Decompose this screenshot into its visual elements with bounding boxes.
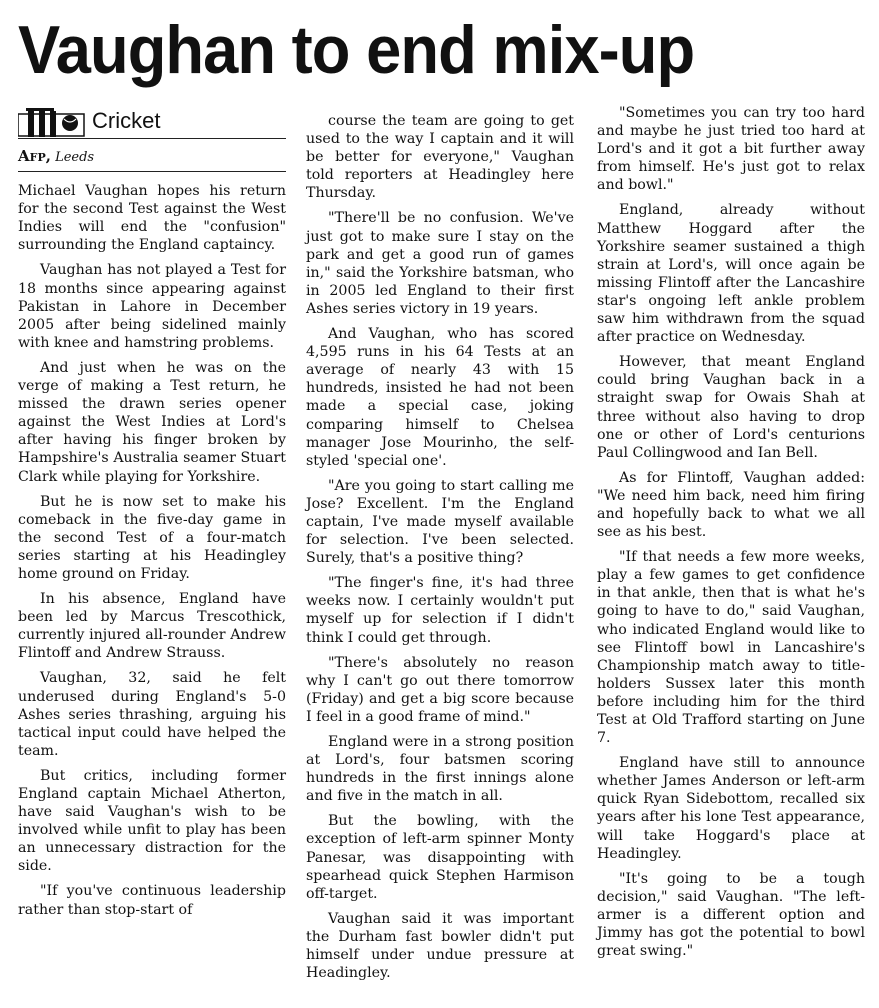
article-paragraph: England were in a strong position at Lord's, four batsmen scoring hundreds in the first innings alone and five in the match in all. xyxy=(306,734,574,805)
article-paragraph: "If that needs a few more weeks, play a few games to get confidence in that ankle, then that is what he's going to have to do," said Vaughan, who indicated England would like to see Flintoff bowl in Lancashire's Championship match away to title-holders Sussex later this month before including him for the third Test at Old Trafford starting on June 7. xyxy=(597,549,865,747)
article-paragraph: Vaughan, 32, said he felt underused during England's 5-0 Ashes series thrashing, arguing his tactical input could have helped the team. xyxy=(18,670,286,759)
article-column-3 xyxy=(597,104,865,967)
section-label: Cricket xyxy=(92,107,161,133)
article-paragraph: In his absence, England have been led by Marcus Trescothick, currently injured all-rounder Andrew Flintoff and Andrew Strauss. xyxy=(18,591,286,662)
byline-location: Leeds xyxy=(55,150,95,165)
article-paragraph: England have still to announce whether James Anderson or left-arm quick Ryan Sidebottom, recalled six years after his lone Test appearance, will take Hoggard's place at Headingley. xyxy=(597,755,865,862)
article-paragraph: England, already without Matthew Hoggard after the Yorkshire seamer sustained a thigh strain at Lord's, will once again be missing Flintoff after the Lancashire star's ongoing left ankle problem saw him withdrawn from the squad after practice on Wednesday. xyxy=(597,202,865,346)
article-paragraph: As for Flintoff, Vaughan added: "We need him back, need him firing and hopefully back to what we all see as his best. xyxy=(597,469,865,541)
article-paragraph: "The finger's fine, it's had three weeks now. I certainly wouldn't put myself up for selection if I didn't think I could get through. xyxy=(306,575,574,646)
article-paragraph: Vaughan said it was important the Durham fast bowler didn't put himself under undue pressure at Headingley. xyxy=(306,910,574,982)
article-paragraph: "Sometimes you can try too hard and maybe he just tried too hard at Lord's and it got a bit further away from himself. He's just got to relax and bowl." xyxy=(597,105,865,194)
byline-source: Afp, xyxy=(18,147,51,165)
column-body xyxy=(306,112,574,982)
article-paragraph: But critics, including former England captain Michael Atherton, have said Vaughan's wish to be involved while unfit to play has been an unnecessary distraction for the side. xyxy=(18,767,286,875)
article-column-2 xyxy=(306,112,574,989)
column-body xyxy=(18,182,286,919)
article-paragraph: But he is now set to make his comeback in the five-day game in the second Test of a four-match series starting at his Headingley home ground on Friday. xyxy=(18,493,286,582)
article-paragraph: And just when he was on the verge of making a Test return, he missed the drawn series opener against the West Indies at Lord's after having his finger broken by Hampshire's Australia seamer Stuart Clark while playing for Yorkshire. xyxy=(18,359,286,485)
article-paragraph: Michael Vaughan hopes his return for the second Test against the West Indies will end the "confusion" surrounding the England captaincy. xyxy=(18,183,286,254)
column-body xyxy=(597,104,865,960)
byline-divider xyxy=(18,171,286,172)
cricket-stumps-icon xyxy=(18,105,88,137)
article-paragraph: "It's going to be a tough decision," said Vaughan. "The left-armer is a different option and Jimmy has got the potential to bowl great swing." xyxy=(597,870,865,960)
article-paragraph: And Vaughan, who has scored 4,595 runs in his 64 Tests at an average of nearly 43 with 15 hundreds, insisted he had not been made a special case, joking comparing himself to Chelsea manager Jose Mourinho, the self-styled 'special one'. xyxy=(306,326,574,469)
headline: Vaughan to end mix-up xyxy=(18,12,695,88)
article-paragraph: "If you've continuous leadership rather than stop-start of xyxy=(18,883,286,918)
article-paragraph: "There's absolutely no reason why I can't go out there tomorrow (Friday) and get a big score because I feel in a good frame of mind." xyxy=(306,654,574,725)
byline xyxy=(18,147,286,167)
article-paragraph: But the bowling, with the exception of left-arm spinner Monty Panesar, was disappointing with spearhead quick Stephen Harmison off-target. xyxy=(306,813,574,902)
article-paragraph: "Are you going to start calling me Jose? Excellent. I'm the England captain, I've made myself available for selection. I've been selected. Surely, that's a positive thing? xyxy=(306,477,574,567)
article-paragraph: However, that meant England could bring Vaughan back in a straight swap for Owais Shah at three without also having to drop one or other of Lord's centurions Paul Collingwood and Ian Bell. xyxy=(597,354,865,461)
article-paragraph: course the team are going to get used to the way I captain and it will be better for everyone," Vaughan told reporters at Headingley here Thursday. xyxy=(306,113,574,202)
article-column-1 xyxy=(18,104,286,926)
article-paragraph: "There'll be no confusion. We've just got to make sure I stay on the park and get a good run of games in," said the Yorkshire batsman, who in 2005 led England to their first Ashes series victory in 19 years. xyxy=(306,210,574,317)
section-header xyxy=(18,104,286,139)
article-paragraph: Vaughan has not played a Test for 18 months since appearing against Pakistan in Lahore in December 2005 after being sidelined mainly with knee and hamstring problems. xyxy=(18,262,286,351)
